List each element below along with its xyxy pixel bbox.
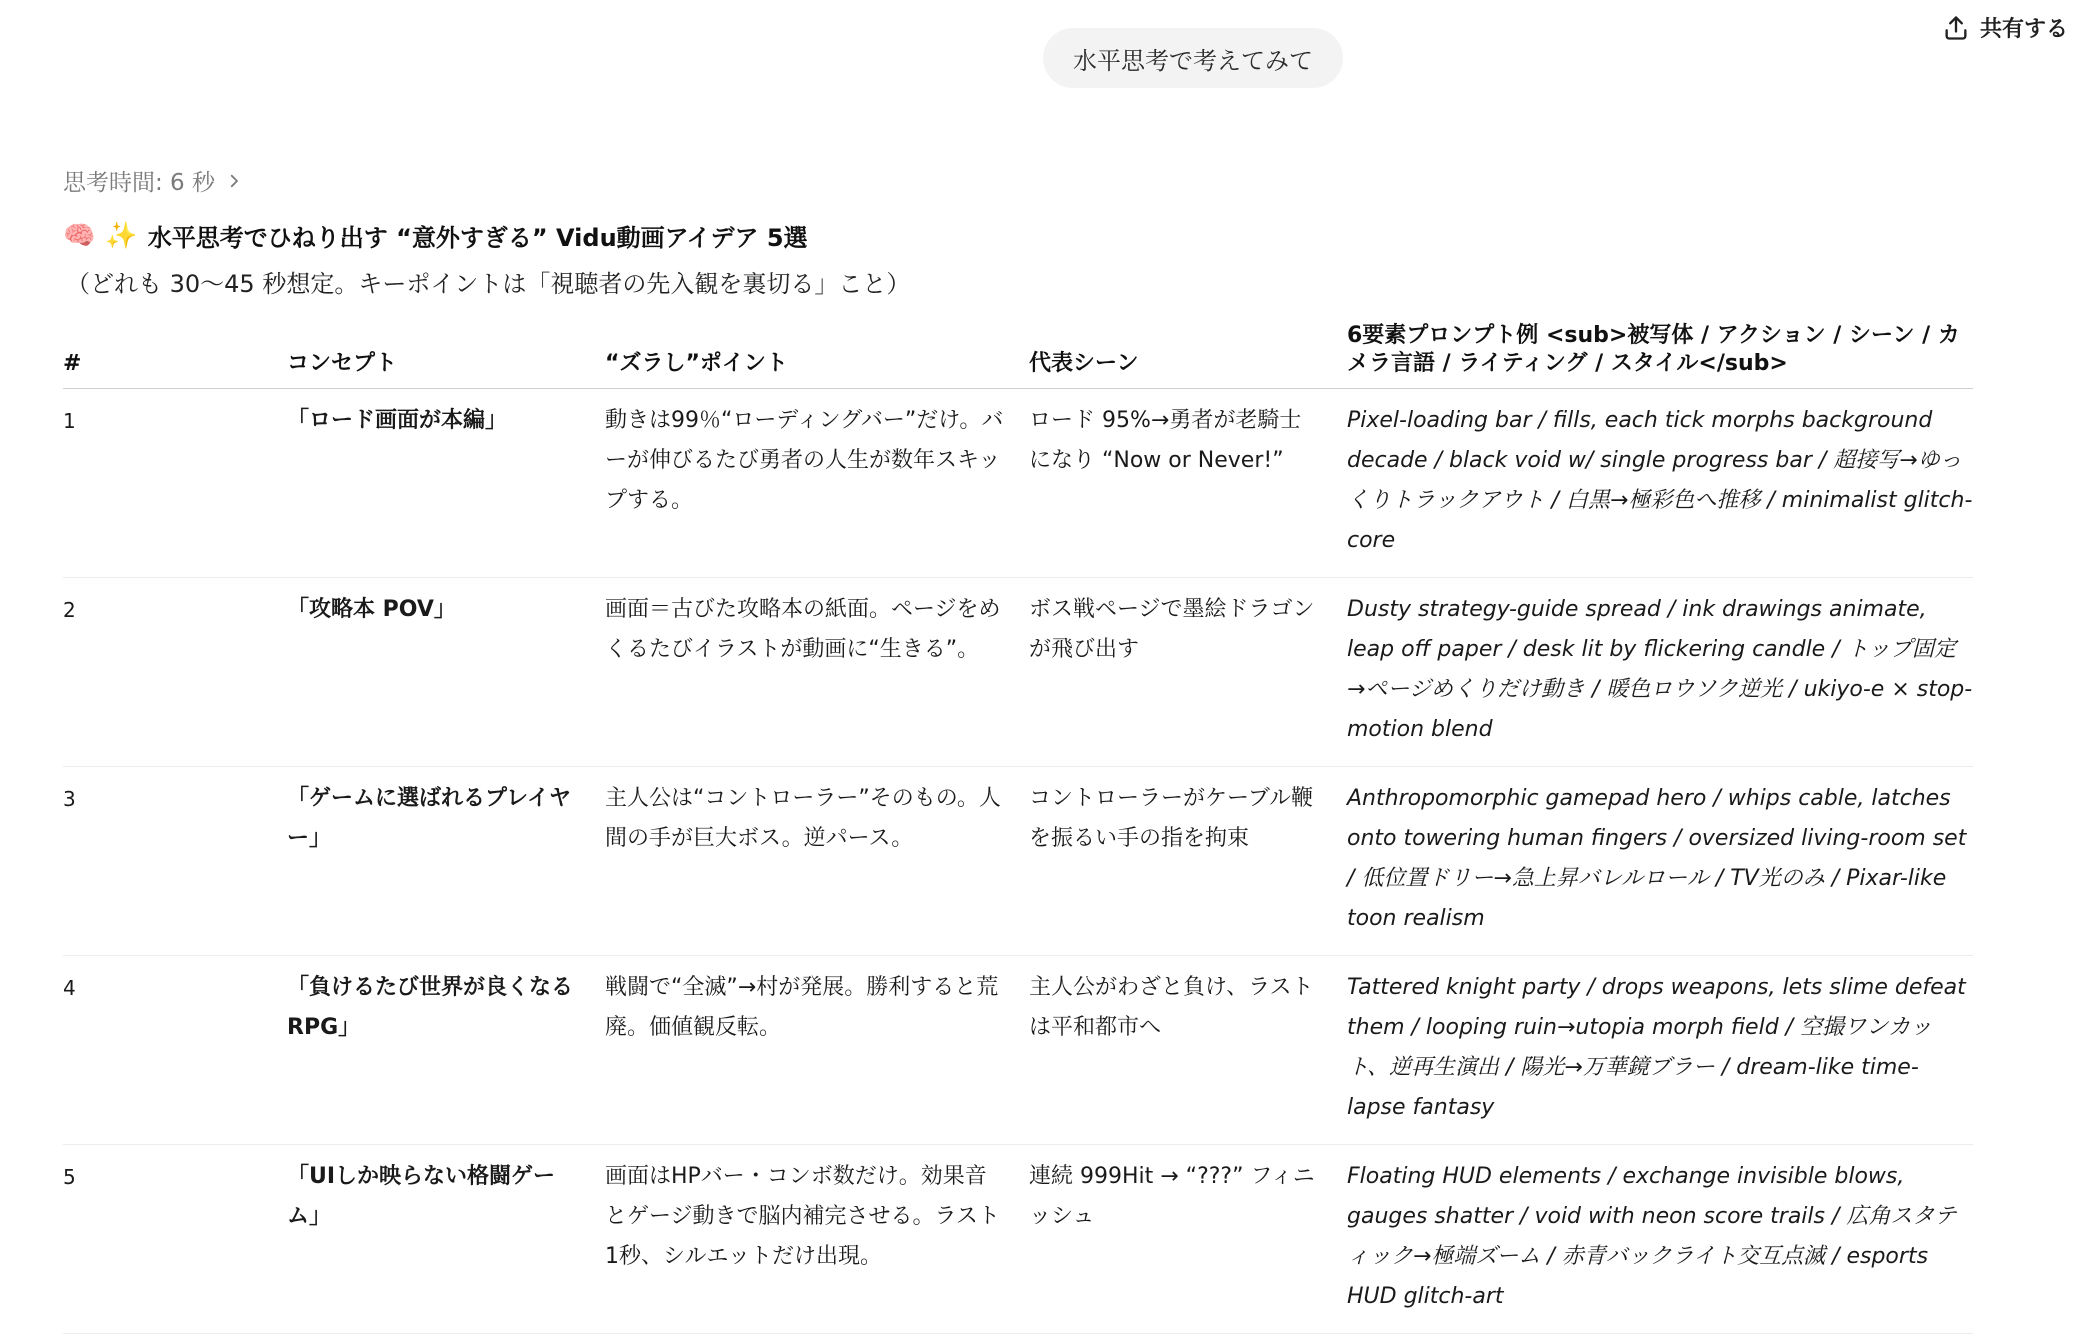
response-subtitle: （どれも 30〜45 秒想定。キーポイントは「視聴者の先入観を裏切る」こと）: [66, 270, 911, 298]
user-message-bubble: [1043, 28, 1343, 88]
row-number: 2: [63, 578, 287, 767]
response-heading: [63, 218, 808, 253]
header-prompt: 6要素プロンプト例 <sub>被写体 / アクション / シーン / カメラ言語 / ライティング / スタイル</sub>: [1347, 318, 1973, 389]
response-title: 水平思考でひねり出す “意外すぎる” Vidu動画アイデア 5選: [147, 224, 808, 252]
row-scene: コントローラーがケーブル鞭を振るい手の指を拘束: [1029, 767, 1347, 956]
header-point: “ズラし”ポイント: [605, 318, 1029, 389]
row-prompt: Dusty strategy-guide spread / ink drawings animate, leap off paper / desk lit by flickering candle / トップ固定→ページめくりだけ動き / 暖色ロウソク逆光 / ukiyo-e × stop-motion blend: [1347, 578, 1973, 767]
row-number: 1: [63, 389, 287, 578]
row-scene: ロード 95%→勇者が老騎士になり “Now or Never!”: [1029, 389, 1347, 578]
row-concept: 「ゲームに選ばれるプレイヤー」: [287, 767, 605, 956]
brain-emoji-icon: 🧠: [63, 220, 96, 251]
share-label: 共有する: [1979, 17, 2068, 42]
share-button[interactable]: [1936, 8, 2074, 47]
thought-time-toggle[interactable]: [63, 164, 243, 197]
row-number: 4: [63, 956, 287, 1145]
table-row: [63, 956, 1973, 1145]
row-number: 5: [63, 1145, 287, 1334]
row-concept: 「ロード画面が本編」: [287, 389, 605, 578]
row-point: 戦闘で“全滅”→村が発展。勝利すると荒廃。価値観反転。: [605, 956, 1029, 1145]
header-scene: 代表シーン: [1029, 318, 1347, 389]
row-concept: 「負けるたび世界が良くなるRPG」: [287, 956, 605, 1145]
row-scene: ボス戦ページで墨絵ドラゴンが飛び出す: [1029, 578, 1347, 767]
row-point: 主人公は“コントローラー”そのもの。人間の手が巨大ボス。逆パース。: [605, 767, 1029, 956]
sparkles-emoji-icon: ✨: [105, 220, 138, 251]
table-header-row: [63, 318, 1973, 389]
ideas-table: [63, 318, 1973, 1334]
row-scene: 主人公がわざと負け、ラストは平和都市へ: [1029, 956, 1347, 1145]
table-row: [63, 1145, 1973, 1334]
row-concept: 「攻略本 POV」: [287, 578, 605, 767]
row-point: 画面はHPバー・コンボ数だけ。効果音とゲージ動きで脳内補完させる。ラスト1秒、シルエットだけ出現。: [605, 1145, 1029, 1334]
header-number: #: [63, 318, 287, 389]
table-row: [63, 389, 1973, 578]
row-prompt: Tattered knight party / drops weapons, lets slime defeat them / looping ruin→utopia morph field / 空撮ワンカット、逆再生演出 / 陽光→万華鏡ブラー / dream-like time-lapse fantasy: [1347, 956, 1973, 1145]
row-point: 動きは99％“ローディングバー”だけ。バーが伸びるたび勇者の人生が数年スキップする。: [605, 389, 1029, 578]
row-prompt: Pixel-loading bar / fills, each tick morphs background decade / black void w/ single progress bar / 超接写→ゆっくりトラックアウト / 白黒→極彩色へ推移 / minimalist glitch-core: [1347, 389, 1973, 578]
row-prompt: Anthropomorphic gamepad hero / whips cable, latches onto towering human fingers / oversized living-room set / 低位置ドリー→急上昇バレルロール / TV光のみ / Pixar-like toon realism: [1347, 767, 1973, 956]
row-scene: 連続 999Hit → “???” フィニッシュ: [1029, 1145, 1347, 1334]
table-row: [63, 767, 1973, 956]
row-point: 画面＝古びた攻略本の紙面。ページをめくるたびイラストが動画に“生きる”。: [605, 578, 1029, 767]
header-concept: コンセプト: [287, 318, 605, 389]
thought-time-label: 思考時間: 6 秒: [63, 170, 216, 196]
row-concept: 「UIしか映らない格闘ゲーム」: [287, 1145, 605, 1334]
row-number: 3: [63, 767, 287, 956]
table-row: [63, 578, 1973, 767]
user-message-text: 水平思考で考えてみて: [1073, 46, 1313, 75]
upload-icon: [1942, 14, 1970, 42]
chevron-right-icon: [225, 172, 243, 190]
row-prompt: Floating HUD elements / exchange invisible blows, gauges shatter / void with neon score trails / 広角スタティック→極端ズーム / 赤青バックライト交互点滅 / esports HUD glitch-art: [1347, 1145, 1973, 1334]
